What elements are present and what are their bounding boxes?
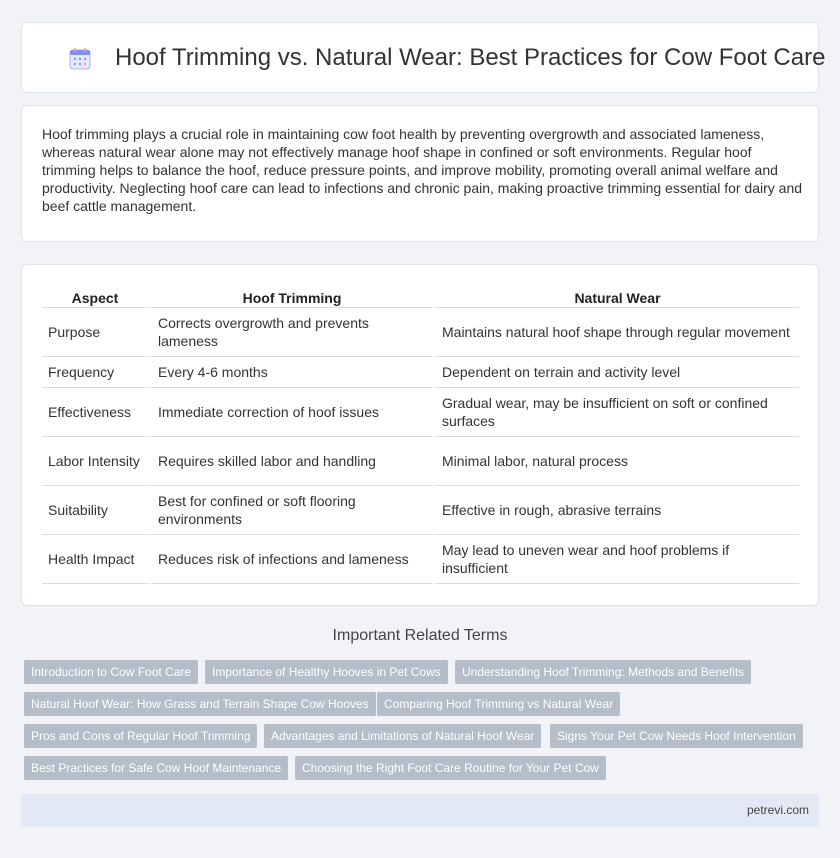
related-term-tag[interactable]: Choosing the Right Foot Care Routine for Your Pet Cow	[295, 756, 606, 780]
page-title: Hoof Trimming vs. Natural Wear: Best Practices for Cow Foot Care	[115, 44, 826, 71]
related-terms-title: Important Related Terms	[332, 627, 508, 644]
table-cell: Reduces risk of infections and lameness	[148, 535, 432, 584]
table-cell: Frequency	[42, 357, 148, 388]
table-row	[42, 388, 799, 437]
table-cell: Effective in rough, abrasive terrains	[432, 486, 799, 535]
related-term-tag[interactable]: Understanding Hoof Trimming: Methods and Benefits	[455, 660, 751, 684]
table-cell: Labor Intensity	[42, 437, 148, 486]
table-cell: May lead to uneven wear and hoof problems if insufficient	[432, 535, 799, 584]
table-row	[42, 535, 799, 584]
footer	[21, 794, 819, 827]
table-header-row	[42, 285, 799, 308]
comparison-table-card	[21, 264, 819, 606]
table-cell: Minimal labor, natural process	[432, 437, 799, 486]
table-cell: Every 4-6 months	[148, 357, 432, 388]
calendar-icon	[68, 47, 92, 71]
table-cell: Requires skilled labor and handling	[148, 437, 432, 486]
table-row	[42, 308, 799, 357]
column-header-natural-wear: Natural Wear	[432, 285, 799, 308]
table-row	[42, 437, 799, 486]
table-cell: Immediate correction of hoof issues	[148, 388, 432, 437]
related-term-tag[interactable]: Pros and Cons of Regular Hoof Trimming	[24, 724, 257, 748]
related-term-tag[interactable]: Signs Your Pet Cow Needs Hoof Intervention	[550, 724, 803, 748]
intro-card	[21, 105, 819, 242]
footer-site-link[interactable]: petrevi.com	[746, 803, 809, 817]
related-term-tag[interactable]: Introduction to Cow Foot Care	[24, 660, 198, 684]
related-term-tag[interactable]: Advantages and Limitations of Natural Hoof Wear	[264, 724, 541, 748]
table-cell: Maintains natural hoof shape through regular movement	[432, 308, 799, 357]
table-cell: Health Impact	[42, 535, 148, 584]
related-term-tag[interactable]: Best Practices for Safe Cow Hoof Maintenance	[24, 756, 288, 780]
table-cell: Dependent on terrain and activity level	[432, 357, 799, 388]
related-term-tag[interactable]: Natural Hoof Wear: How Grass and Terrain Shape Cow Hooves	[24, 692, 376, 716]
comparison-table	[42, 285, 799, 584]
intro-paragraph: Hoof trimming plays a crucial role in maintaining cow foot health by preventing overgrowth and associated lameness, whereas natural wear alone may not effectively manage hoof shape in confined or soft environments. Regular hoof trimming helps to balance the hoof, reduce pressure points, and improve mobility, promoting overall animal welfare and productivity. Neglecting hoof care can lead to infections and chronic pain, making proactive trimming essential for dairy and beef cattle management.	[42, 126, 803, 214]
column-header-aspect: Aspect	[42, 285, 148, 308]
table-cell: Gradual wear, may be insufficient on soft or confined surfaces	[432, 388, 799, 437]
table-cell: Suitability	[42, 486, 148, 535]
table-cell: Purpose	[42, 308, 148, 357]
related-term-tag[interactable]: Comparing Hoof Trimming vs Natural Wear	[377, 692, 620, 716]
table-cell: Best for confined or soft flooring environments	[148, 486, 432, 535]
column-header-hoof-trimming: Hoof Trimming	[148, 285, 432, 308]
table-cell: Effectiveness	[42, 388, 148, 437]
related-term-tag[interactable]: Importance of Healthy Hooves in Pet Cows	[205, 660, 448, 684]
table-cell: Corrects overgrowth and prevents lameness	[148, 308, 432, 357]
table-row	[42, 357, 799, 388]
table-row	[42, 486, 799, 535]
header-card	[21, 22, 826, 93]
